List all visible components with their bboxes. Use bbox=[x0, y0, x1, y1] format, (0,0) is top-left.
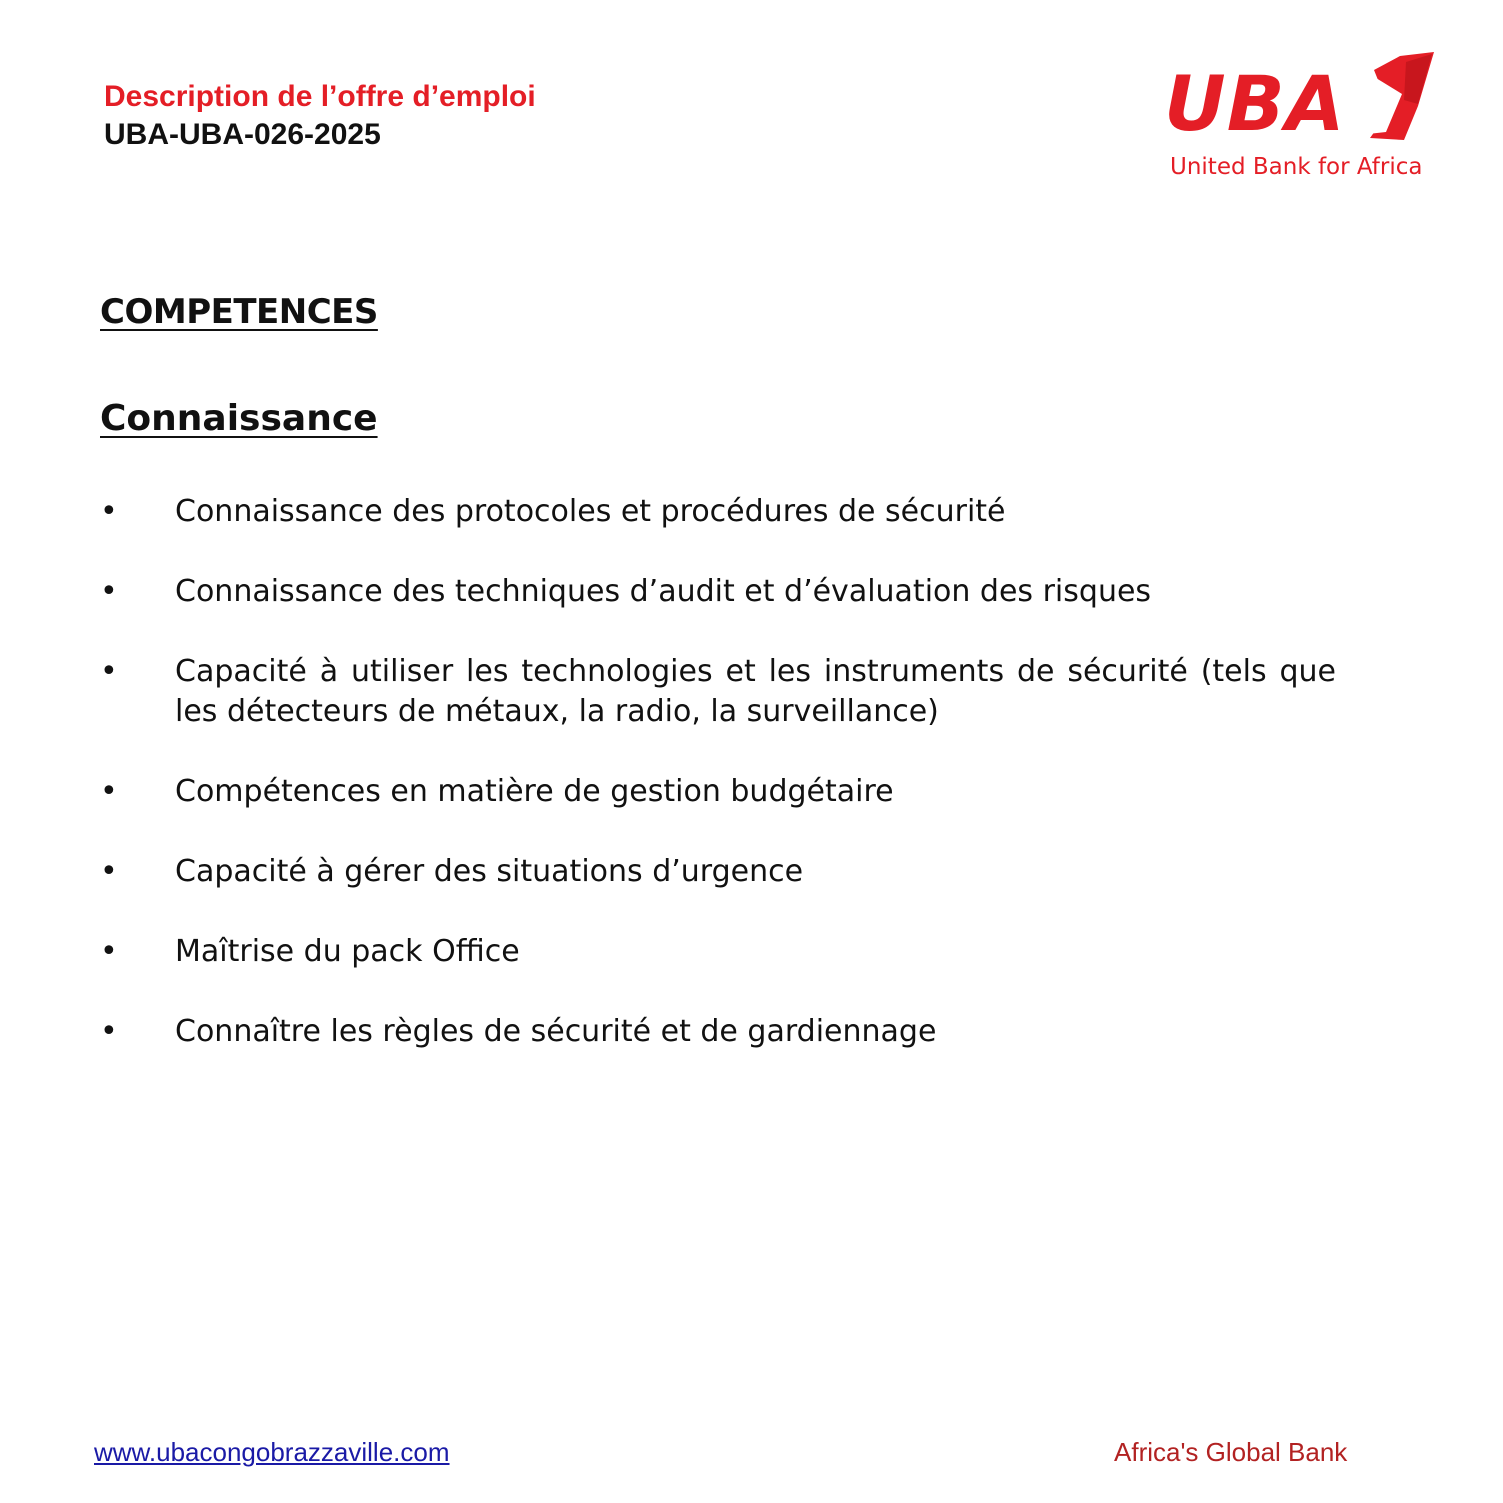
uba-logo bbox=[1160, 48, 1440, 188]
list-item bbox=[100, 572, 1336, 612]
list-item-text: Capacité à gérer des situations d’urgence bbox=[175, 854, 804, 889]
list-item-text: Capacité à utiliser les technologies et les instruments de sécurité (tels que les détecteurs de métaux, la radio, la surveillance) bbox=[175, 654, 1336, 729]
bullet-icon: • bbox=[100, 574, 118, 609]
list-item bbox=[100, 492, 1336, 532]
job-reference: UBA-UBA-026-2025 bbox=[104, 118, 381, 151]
section-heading: COMPETENCES bbox=[100, 292, 378, 332]
list-item-text: Connaître les règles de sécurité et de gardiennage bbox=[175, 1014, 937, 1049]
list-item bbox=[100, 852, 1336, 892]
bullet-icon: • bbox=[100, 654, 118, 689]
list-item-text: Connaissance des techniques d’audit et d’évaluation des risques bbox=[175, 574, 1152, 609]
list-item-text: Connaissance des protocoles et procédures de sécurité bbox=[175, 494, 1006, 529]
uba-logo-mark-icon bbox=[1356, 48, 1440, 144]
website-link[interactable]: www.ubacongobrazzaville.com bbox=[94, 1437, 450, 1467]
document-title: Description de l’offre d’emploi bbox=[104, 80, 536, 113]
bullet-icon: • bbox=[100, 1014, 118, 1049]
list-item bbox=[100, 652, 1336, 732]
list-item bbox=[100, 1012, 1336, 1052]
skills-list bbox=[100, 492, 1336, 1092]
list-item-text: Maîtrise du pack Office bbox=[175, 934, 520, 969]
footer-tagline: Africa's Global Bank bbox=[1114, 1437, 1348, 1467]
subsection-heading: Connaissance bbox=[100, 398, 378, 439]
bullet-icon: • bbox=[100, 934, 118, 969]
logo-subtitle: United Bank for Africa bbox=[1170, 154, 1423, 180]
bullet-icon: • bbox=[100, 854, 118, 889]
list-item-text: Compétences en matière de gestion budgétaire bbox=[175, 774, 894, 809]
logo-wordmark: UBA bbox=[1164, 59, 1346, 148]
bullet-icon: • bbox=[100, 774, 118, 809]
list-item bbox=[100, 932, 1336, 972]
bullet-icon: • bbox=[100, 494, 118, 529]
list-item bbox=[100, 772, 1336, 812]
